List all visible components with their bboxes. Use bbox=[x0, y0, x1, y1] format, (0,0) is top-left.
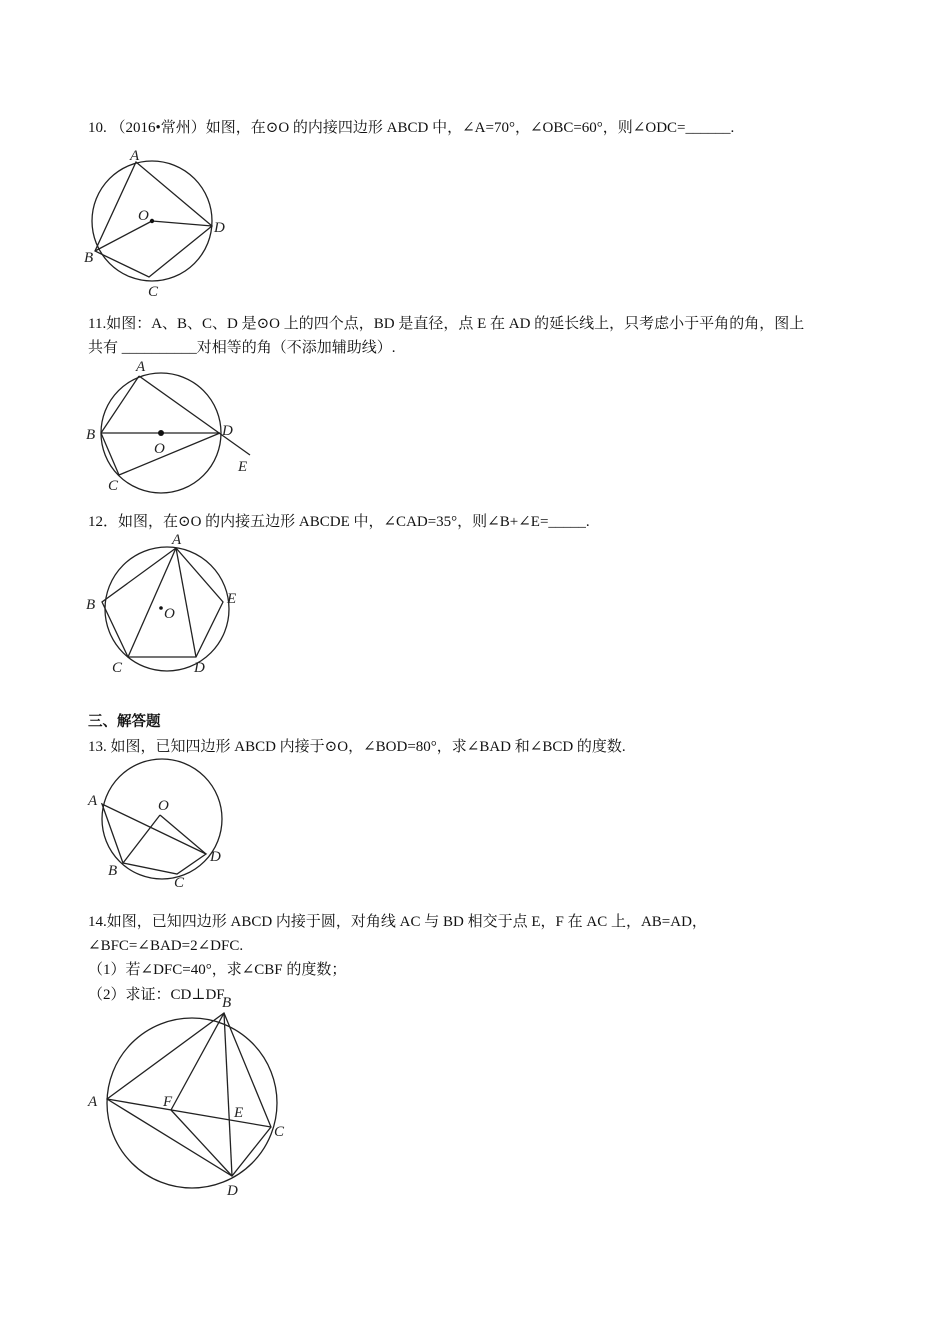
label-O: O bbox=[164, 606, 175, 622]
label-D: D bbox=[194, 660, 205, 676]
label-C: C bbox=[108, 478, 119, 494]
label-E: E bbox=[227, 591, 237, 607]
label-A: A bbox=[172, 532, 182, 548]
problem-12-figure bbox=[80, 530, 260, 680]
problem-12-text: 12．如图，在⊙O 的内接五边形 ABCDE 中，∠CAD=35°，则∠B+∠E=_____. bbox=[88, 514, 590, 530]
label-O: O bbox=[154, 441, 165, 457]
label-B: B bbox=[108, 863, 118, 879]
label-A: A bbox=[130, 148, 140, 164]
problem-14-figure bbox=[85, 990, 305, 1200]
problem-10-text: 10. （2016•常州）如图，在⊙O 的内接四边形 ABCD 中，∠A=70°，∠OBC=60°，则∠ODC=______. bbox=[88, 120, 735, 136]
label-F: F bbox=[163, 1094, 173, 1110]
label-A: A bbox=[136, 359, 146, 375]
label-A: A bbox=[88, 1094, 98, 1110]
label-O: O bbox=[158, 798, 169, 814]
label-D: D bbox=[227, 1183, 238, 1199]
label-C: C bbox=[112, 660, 123, 676]
label-B: B bbox=[86, 427, 96, 443]
problem-14-text-line4: （2）求证：CD⊥DF. bbox=[88, 987, 228, 1003]
label-D: D bbox=[222, 423, 233, 439]
problem-13-figure bbox=[80, 755, 240, 895]
label-B: B bbox=[222, 995, 232, 1011]
label-D: D bbox=[214, 220, 225, 236]
problem-10-figure bbox=[80, 140, 260, 310]
label-E: E bbox=[238, 459, 248, 475]
problem-11-text-line2: 共有 __________对相等的角（不添加辅助线）. bbox=[88, 340, 396, 356]
problem-11-text-line1: 11.如图：A、B、C、D 是⊙O 上的四个点，BD 是直径，点 E 在 AD 的延长线上，只考虑小于平角的角，图上 bbox=[88, 316, 805, 332]
problem-11-figure bbox=[80, 355, 280, 500]
problem-14-text-line2: ∠BFC=∠BAD=2∠DFC. bbox=[88, 938, 244, 954]
label-B: B bbox=[84, 250, 94, 266]
label-B: B bbox=[86, 597, 96, 613]
problem-13-text: 13. 如图，已知四边形 ABCD 内接于⊙O，∠BOD=80°，求∠BAD 和∠BCD 的度数. bbox=[88, 739, 626, 755]
label-C: C bbox=[274, 1124, 285, 1140]
label-D: D bbox=[210, 849, 221, 865]
label-C: C bbox=[174, 875, 185, 891]
label-A: A bbox=[88, 793, 98, 809]
label-C: C bbox=[148, 284, 159, 300]
label-E: E bbox=[234, 1105, 244, 1121]
label-O: O bbox=[138, 208, 149, 224]
problem-14-text-line3: （1）若∠DFC=40°，求∠CBF 的度数； bbox=[88, 962, 347, 978]
section-heading: 三、解答题 bbox=[88, 714, 161, 730]
problem-14-text-line1: 14.如图，已知四边形 ABCD 内接于圆，对角线 AC 与 BD 相交于点 E，F 在 AC 上，AB=AD， bbox=[88, 914, 707, 930]
